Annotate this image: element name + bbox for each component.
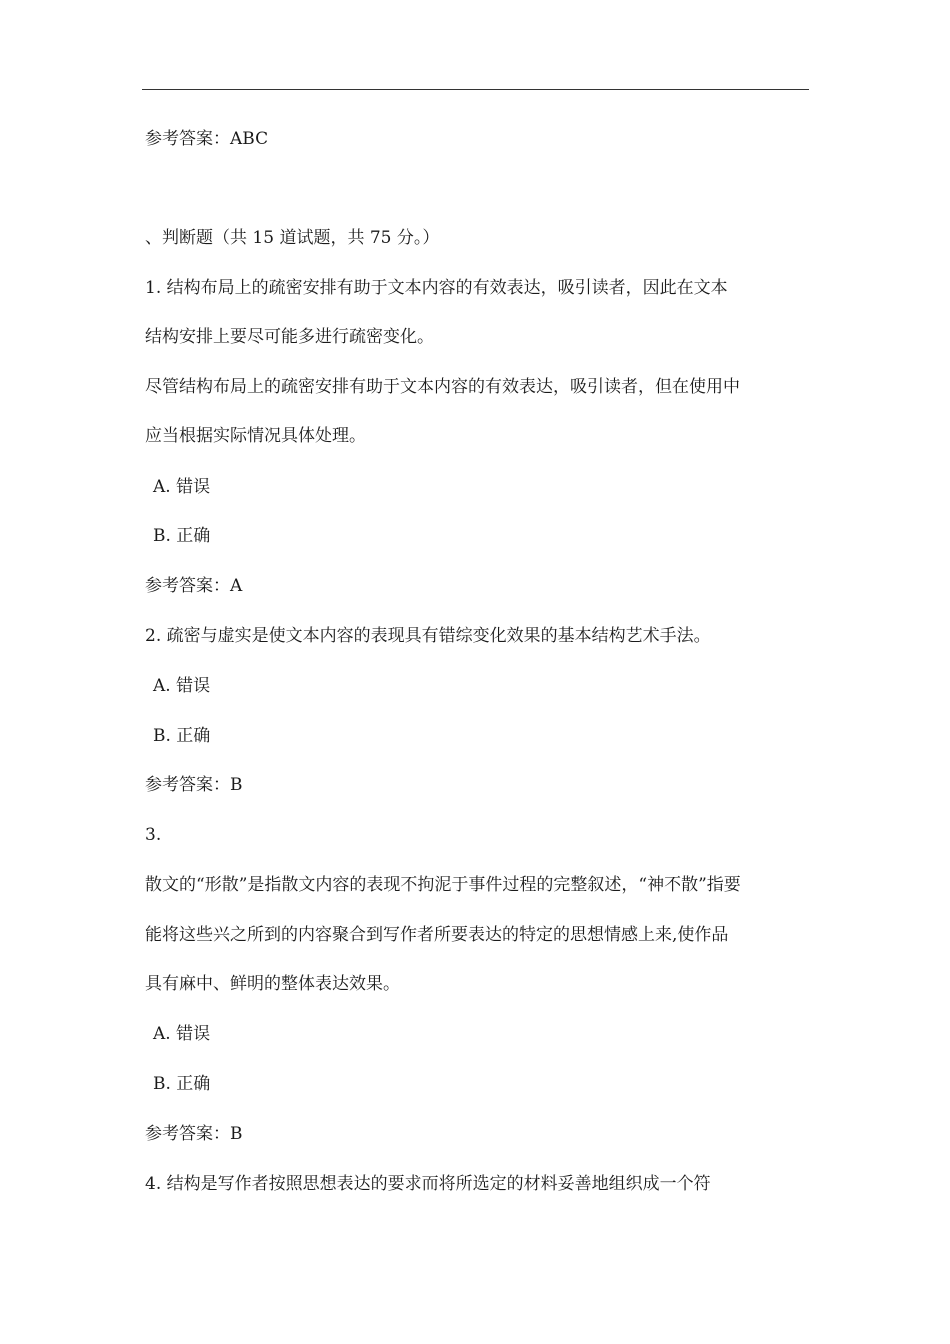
- top-divider: [142, 89, 809, 90]
- question-1-text-cont: 结构安排上要尽可能多进行疏密变化。: [145, 327, 434, 347]
- question-3-text-cont-2: 具有麻中、鲜明的整体表达效果。: [145, 974, 400, 994]
- question-3-option-b: B. 正确: [153, 1074, 211, 1094]
- question-1-explanation: 尽管结构布局上的疏密安排有助于文本内容的有效表达，吸引读者，但在使用中: [145, 377, 740, 397]
- question-1-option-a: A. 错误: [153, 477, 211, 497]
- question-2-option-a: A. 错误: [153, 676, 211, 696]
- question-1-explanation-cont: 应当根据实际情况具体处理。: [145, 426, 366, 446]
- question-3-number: 3.: [145, 825, 162, 845]
- question-3-answer: 参考答案：B: [145, 1124, 243, 1144]
- answer-line: 参考答案：ABC: [145, 129, 269, 149]
- question-2-option-b: B. 正确: [153, 726, 211, 746]
- section-heading: 、判断题（共 15 道试题，共 75 分。）: [145, 228, 440, 248]
- question-2-text: 2. 疏密与虚实是使文本内容的表现具有错综变化效果的基本结构艺术手法。: [145, 626, 711, 646]
- question-3-text: 散文的“形散”是指散文内容的表现不拘泥于事件过程的完整叙述，“神不散”指要: [145, 875, 741, 895]
- question-3-text-cont: 能将这些兴之所到的内容聚合到写作者所要表达的特定的思想情感上来,使作品: [145, 925, 729, 945]
- question-3-option-a: A. 错误: [153, 1024, 211, 1044]
- question-1-text: 1. 结构布局上的疏密安排有助于文本内容的有效表达，吸引读者，因此在文本: [145, 278, 728, 298]
- question-1-option-b: B. 正确: [153, 526, 211, 546]
- question-4-text: 4. 结构是写作者按照思想表达的要求而将所选定的材料妥善地组织成一个符: [145, 1174, 711, 1194]
- question-1-answer: 参考答案：A: [145, 576, 243, 596]
- question-2-answer: 参考答案：B: [145, 775, 243, 795]
